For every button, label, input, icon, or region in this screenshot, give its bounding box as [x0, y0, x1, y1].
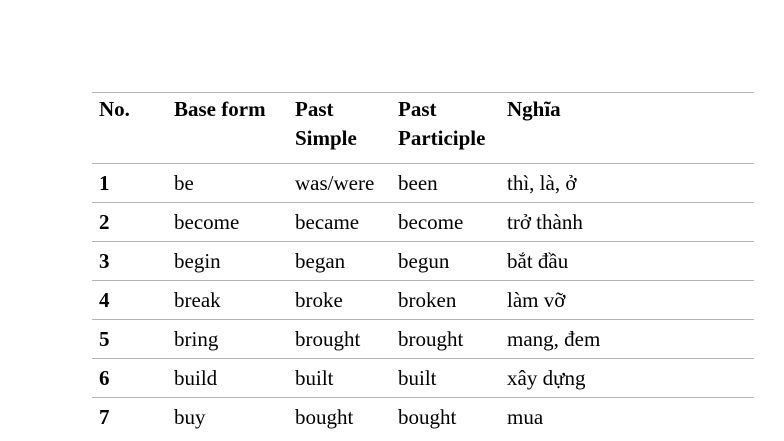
- table-row: [92, 281, 754, 320]
- header-past-simple: [288, 93, 391, 164]
- table-row: [92, 359, 754, 398]
- cell-meaning: bắt đầu: [500, 242, 754, 281]
- cell-meaning: thì, là, ở: [500, 164, 754, 203]
- cell-meaning: mang, đem: [500, 320, 754, 359]
- cell-no: 2: [92, 203, 167, 242]
- cell-past-participle: begun: [391, 242, 500, 281]
- header-past-simple-line2: Simple: [295, 126, 357, 150]
- cell-no: 7: [92, 398, 167, 437]
- cell-meaning: làm vỡ: [500, 281, 754, 320]
- table-row: [92, 398, 754, 437]
- cell-no: 4: [92, 281, 167, 320]
- cell-past-simple: built: [288, 359, 391, 398]
- cell-base-form: buy: [167, 398, 288, 437]
- header-no: No.: [92, 93, 167, 164]
- cell-past-simple: was/were: [288, 164, 391, 203]
- cell-past-participle: bought: [391, 398, 500, 437]
- table-row: [92, 203, 754, 242]
- cell-past-simple: became: [288, 203, 391, 242]
- cell-past-simple: brought: [288, 320, 391, 359]
- cell-no: 3: [92, 242, 167, 281]
- cell-base-form: bring: [167, 320, 288, 359]
- cell-past-participle: broken: [391, 281, 500, 320]
- header-past-participle-line2: Participle: [398, 126, 486, 150]
- header-past-simple-line1: Past: [295, 97, 334, 121]
- cell-meaning: trở thành: [500, 203, 754, 242]
- cell-base-form: build: [167, 359, 288, 398]
- table-row: [92, 242, 754, 281]
- table-row: [92, 164, 754, 203]
- cell-base-form: begin: [167, 242, 288, 281]
- cell-base-form: break: [167, 281, 288, 320]
- cell-past-simple: bought: [288, 398, 391, 437]
- cell-past-simple: began: [288, 242, 391, 281]
- header-meaning: Nghĩa: [500, 93, 754, 164]
- cell-meaning: mua: [500, 398, 754, 437]
- cell-no: 6: [92, 359, 167, 398]
- header-past-participle-line1: Past: [398, 97, 437, 121]
- cell-base-form: be: [167, 164, 288, 203]
- cell-base-form: become: [167, 203, 288, 242]
- cell-past-simple: broke: [288, 281, 391, 320]
- header-base-form: Base form: [167, 93, 288, 164]
- cell-no: 5: [92, 320, 167, 359]
- header-past-participle: [391, 93, 500, 164]
- cell-no: 1: [92, 164, 167, 203]
- cell-past-participle: built: [391, 359, 500, 398]
- table-row: [92, 320, 754, 359]
- cell-past-participle: become: [391, 203, 500, 242]
- table-header-row: [92, 93, 754, 164]
- irregular-verbs-table: [92, 92, 754, 436]
- cell-meaning: xây dựng: [500, 359, 754, 398]
- cell-past-participle: brought: [391, 320, 500, 359]
- cell-past-participle: been: [391, 164, 500, 203]
